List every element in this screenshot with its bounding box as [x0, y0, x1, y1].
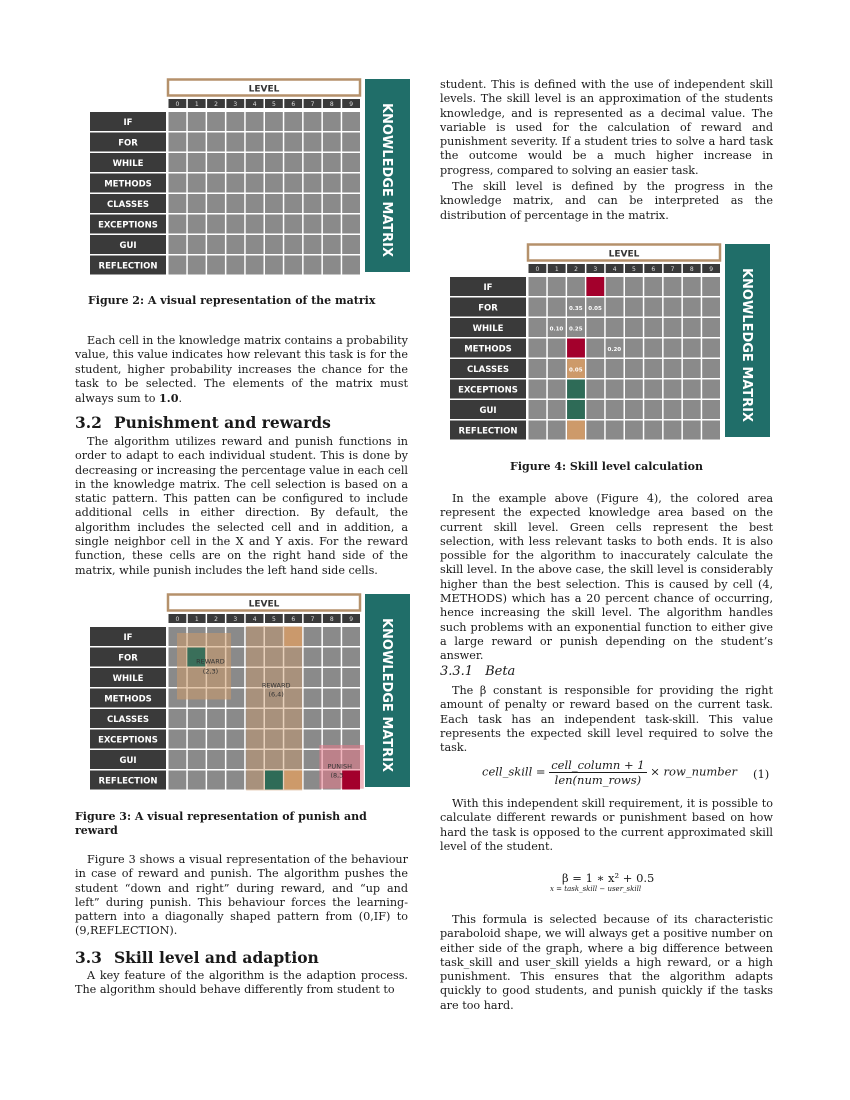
- matrix-cell: [529, 359, 547, 378]
- matrix-cell: [529, 318, 547, 337]
- matrix-cell: [323, 256, 341, 275]
- matrix-cell: [644, 318, 662, 337]
- matrix-cell: [644, 339, 662, 358]
- column-header-label: 2: [214, 101, 218, 108]
- column-header-label: 7: [310, 101, 315, 108]
- matrix-cell: [304, 174, 322, 193]
- matrix-cell: [586, 421, 604, 440]
- paragraph-independent-skill: student. This is defined with the use of independent skill levels. The skill level is an approximation of the students knowledge, and is represented as a decimal value. The variable is used for the calculation of reward and punishment severity. If a student tries to solve a hard task the outcome would be a much higher increase in progress, compared to solving an easier task.: [440, 78, 773, 177]
- matrix-cell: [664, 380, 682, 399]
- reward-small-coord: (2,3): [202, 667, 219, 676]
- column-header-label: 4: [252, 616, 257, 623]
- matrix-cell: [548, 380, 566, 399]
- skill-cell-value: 0.05: [568, 367, 583, 374]
- matrix-cell: [246, 133, 264, 152]
- row-label: REFLECTION: [98, 776, 158, 787]
- paragraph-punishment-rewards: The algorithm utilizes reward and punish functions in order to adapt to each individual student. This is done by decreasing or increasing the percentage value in each cell in the knowledge matrix. The cell selection is based on a static pattern. This patten can be configured to include additional cells in either direction. By default, the algorithm includes the selected cell and in addition, a single neighbor cell in the X and Y axis. For the reward function, these cells are on the right hand side of the matrix, while punish includes the left hand side cells.: [75, 435, 408, 577]
- section-3-2-heading: 3.2 Punishment and rewards: [75, 413, 331, 432]
- section-3-3-heading: 3.3 Skill level and adaption: [75, 948, 319, 967]
- matrix-cell: [265, 112, 283, 131]
- punish-cell: [342, 771, 360, 790]
- matrix-cell: [304, 194, 322, 213]
- matrix-cell: [529, 339, 547, 358]
- row-label: WHILE: [112, 159, 144, 169]
- matrix-cell: [683, 298, 701, 317]
- matrix-cell: [265, 153, 283, 172]
- matrix-cell: [529, 380, 547, 399]
- matrix-cell: [246, 153, 264, 172]
- matrix-cell: [342, 689, 360, 708]
- matrix-cell: [644, 298, 662, 317]
- matrix-cell: [226, 112, 244, 131]
- matrix-cell: [529, 421, 547, 440]
- paragraph-skill-definition: The skill level is defined by the progress in the knowledge matrix, and can be interpreted as the distribution of percentage in the matrix.: [440, 180, 773, 222]
- matrix-cell: [664, 277, 682, 296]
- skill-cell-red: [567, 339, 585, 358]
- matrix-cell: [664, 421, 682, 440]
- matrix-cell: [188, 709, 206, 728]
- matrix-cell: [342, 668, 360, 687]
- matrix-cell: [207, 215, 225, 234]
- paragraph-independent-requirement: With this independent skill requirement, it is possible to calculate different rewards or punishment based on how hard the task is opposed to the current approximated skill level of the student.: [440, 797, 773, 853]
- column-header-label: 0: [535, 266, 540, 273]
- matrix-cell: [304, 771, 322, 790]
- matrix-cell: [606, 318, 624, 337]
- punish-label: PUNISH: [327, 762, 353, 771]
- matrix-cell: [188, 771, 206, 790]
- matrix-cell: [226, 771, 244, 790]
- matrix-cell: [265, 194, 283, 213]
- column-header-label: 2: [214, 616, 218, 623]
- matrix-cell: [207, 112, 225, 131]
- matrix-cell: [625, 298, 643, 317]
- paragraph-beta-constant: The β constant is responsible for providing the right amount of penalty or reward based on the current task. Each task has an independent task-skill. This value represents the expected skill level required to solve the task.: [440, 684, 773, 755]
- row-label: CLASSES: [106, 200, 150, 210]
- reward-area-band: [246, 626, 302, 791]
- matrix-cell: [246, 235, 264, 254]
- equation-number: (1): [753, 767, 770, 781]
- figure-4-matrix: [450, 243, 770, 441]
- matrix-cell: [683, 380, 701, 399]
- row-label: FOR: [478, 303, 498, 314]
- matrix-cell: [342, 215, 360, 234]
- matrix-cell: [606, 298, 624, 317]
- matrix-cell: [644, 421, 662, 440]
- matrix-cell: [586, 400, 604, 419]
- knowledge-matrix-label: KNOWLEDGE MATRIX: [739, 267, 754, 423]
- matrix-cell: [246, 194, 264, 213]
- matrix-cell: [169, 709, 187, 728]
- column-header-label: 9: [349, 616, 354, 623]
- matrix-cell: [169, 771, 187, 790]
- matrix-cell: [284, 153, 302, 172]
- figure-2-caption: Figure 2: A visual representation of the matrix: [88, 294, 376, 307]
- matrix-cell: [188, 133, 206, 152]
- matrix-cell: [226, 194, 244, 213]
- matrix-cell: [284, 112, 302, 131]
- column-header-label: 7: [670, 266, 675, 273]
- matrix-cell: [226, 215, 244, 234]
- matrix-cell: [606, 359, 624, 378]
- row-label: FOR: [118, 653, 138, 664]
- matrix-cell: [625, 339, 643, 358]
- matrix-cell: [548, 277, 566, 296]
- row-label: WHILE: [112, 674, 144, 684]
- matrix-cell: [304, 153, 322, 172]
- matrix-cell: [683, 339, 701, 358]
- matrix-cell: [323, 194, 341, 213]
- row-label: IF: [123, 118, 133, 128]
- skill-cell-green: [567, 400, 585, 419]
- matrix-cell: [304, 750, 322, 769]
- matrix-cell: [323, 133, 341, 152]
- matrix-cell: [606, 277, 624, 296]
- row-label: METHODS: [104, 179, 152, 190]
- matrix-cell: [169, 133, 187, 152]
- skill-cell-value: 0.25: [568, 326, 583, 333]
- column-header-label: 7: [310, 616, 315, 623]
- matrix-cell: [304, 112, 322, 131]
- matrix-cell: [664, 359, 682, 378]
- skill-cell-red: [586, 277, 604, 296]
- matrix-cell: [207, 174, 225, 193]
- matrix-cell: [606, 421, 624, 440]
- matrix-cell: [265, 133, 283, 152]
- column-header-label: 9: [349, 101, 354, 108]
- column-header-label: 5: [272, 616, 276, 623]
- matrix-cell: [188, 750, 206, 769]
- column-header-label: 5: [632, 266, 636, 273]
- matrix-cell: [284, 215, 302, 234]
- matrix-cell: [188, 730, 206, 749]
- matrix-cell: [304, 648, 322, 667]
- column-header-label: 8: [329, 101, 334, 108]
- matrix-cell: [284, 194, 302, 213]
- matrix-cell: [188, 194, 206, 213]
- matrix-cell: [342, 133, 360, 152]
- matrix-cell: [323, 689, 341, 708]
- matrix-cell: [586, 339, 604, 358]
- column-header-label: 3: [233, 616, 238, 623]
- matrix-cell: [169, 194, 187, 213]
- matrix-cell: [304, 730, 322, 749]
- matrix-cell: [625, 421, 643, 440]
- matrix-cell: [207, 235, 225, 254]
- row-label: REFLECTION: [458, 426, 518, 437]
- section-3-3-1-heading: 3.3.1 Beta: [440, 664, 516, 679]
- row-label: EXCEPTIONS: [458, 385, 518, 396]
- matrix-cell: [683, 400, 701, 419]
- matrix-cell: [702, 339, 720, 358]
- matrix-cell: [323, 668, 341, 687]
- matrix-cell: [606, 400, 624, 419]
- skill-cell-value: 0.20: [607, 347, 622, 353]
- matrix-cell: [683, 421, 701, 440]
- matrix-cell: [169, 174, 187, 193]
- column-header-label: 2: [574, 266, 578, 273]
- column-header-label: 6: [291, 616, 296, 623]
- level-label: LEVEL: [608, 249, 640, 260]
- equation-cell-skill: cell_skill = $\frac{\text{cell\_column + 1}}{\text{len(num\_rows)}}$ × row_number: [482, 758, 737, 787]
- matrix-cell: [188, 112, 206, 131]
- equation-beta: β = 1 ∗ x² + 0.5: [562, 871, 655, 885]
- matrix-cell: [246, 256, 264, 275]
- matrix-cell: [529, 277, 547, 296]
- matrix-cell: [342, 256, 360, 275]
- matrix-cell: [644, 359, 662, 378]
- matrix-cell: [625, 277, 643, 296]
- matrix-cell: [246, 112, 264, 131]
- paragraph-skill-example: In the example above (Figure 4), the colored area represent the expected knowledge area based on the current skill level. Green cells represent the best selection, with less relevant tasks to both ends. It is also possible for the algorithm to inaccurately calculate the skill level. In the above case, the skill level is considerably higher than the best selection. This is caused by cell (4, METHODS) which has a 20 percent chance of occurring, hence increasing the skill level. The algorithm handles such problems with an exponential function to either give a large reward or punish depending on the student’s answer.: [440, 492, 773, 663]
- matrix-cell: [265, 174, 283, 193]
- reward-band-coord: (6,4): [268, 690, 284, 699]
- row-label: FOR: [118, 138, 138, 149]
- row-label: EXCEPTIONS: [98, 220, 158, 231]
- matrix-cell: [323, 648, 341, 667]
- punish-coord: (8,3: [330, 771, 344, 780]
- column-header-label: 6: [291, 101, 296, 108]
- matrix-cell: [304, 689, 322, 708]
- column-header-label: 3: [593, 266, 598, 273]
- matrix-cell: [169, 153, 187, 172]
- column-header-label: 3: [233, 101, 238, 108]
- row-label: REFLECTION: [98, 261, 158, 272]
- paragraph-skill-level-adaption: A key feature of the algorithm is the adaption process. The algorithm should behave differently from student to: [75, 969, 408, 997]
- matrix-cell: [625, 359, 643, 378]
- matrix-cell: [323, 709, 341, 728]
- skill-cell-value: 0.05: [588, 306, 602, 312]
- matrix-cell: [207, 133, 225, 152]
- matrix-cell: [567, 277, 585, 296]
- matrix-cell: [304, 256, 322, 275]
- matrix-cell: [702, 400, 720, 419]
- column-header-label: 1: [194, 101, 199, 108]
- matrix-cell: [342, 648, 360, 667]
- matrix-cell: [246, 215, 264, 234]
- column-header-label: 9: [709, 266, 714, 273]
- matrix-cell: [188, 235, 206, 254]
- matrix-cell: [226, 256, 244, 275]
- matrix-cell: [683, 318, 701, 337]
- matrix-cell: [304, 627, 322, 646]
- matrix-cell: [664, 318, 682, 337]
- row-label: GUI: [119, 756, 137, 766]
- matrix-cell: [702, 421, 720, 440]
- matrix-cell: [702, 380, 720, 399]
- matrix-cell: [323, 112, 341, 131]
- row-label: GUI: [119, 241, 137, 251]
- matrix-cell: [702, 318, 720, 337]
- matrix-cell: [207, 709, 225, 728]
- column-header-label: 0: [175, 101, 180, 108]
- matrix-cell: [226, 174, 244, 193]
- row-label: IF: [483, 283, 493, 293]
- matrix-cell: [664, 339, 682, 358]
- row-label: IF: [123, 633, 133, 643]
- column-header-label: 6: [651, 266, 656, 273]
- level-label: LEVEL: [248, 84, 280, 95]
- matrix-cell: [586, 380, 604, 399]
- matrix-cell: [284, 256, 302, 275]
- matrix-cell: [323, 174, 341, 193]
- matrix-cell: [644, 277, 662, 296]
- figure-3-matrix: [90, 593, 410, 793]
- matrix-cell: [548, 421, 566, 440]
- reward-band-top-cell: [284, 627, 302, 646]
- matrix-cell: [625, 318, 643, 337]
- matrix-cell: [226, 153, 244, 172]
- row-label: METHODS: [104, 694, 152, 705]
- matrix-cell: [625, 380, 643, 399]
- matrix-cell: [207, 153, 225, 172]
- paragraph-paraboloid: This formula is selected because of its characteristic paraboloid shape, we will always get a positive number on either side of the graph, where a big difference between task_skill and user_skill yields a high reward, or a high punishment. This ensures that the algorithm adapts quickly to good students, and punish quickly if the tasks are too hard.: [440, 913, 773, 1012]
- matrix-cell: [529, 400, 547, 419]
- matrix-cell: [606, 380, 624, 399]
- column-header-label: 5: [272, 101, 276, 108]
- matrix-cell: [664, 298, 682, 317]
- matrix-cell: [207, 730, 225, 749]
- matrix-cell: [702, 277, 720, 296]
- matrix-cell: [284, 235, 302, 254]
- figure-3-caption: Figure 3: A visual representation of punish and reward: [75, 810, 367, 837]
- matrix-cell: [169, 730, 187, 749]
- matrix-cell: [226, 709, 244, 728]
- matrix-cell: [207, 771, 225, 790]
- matrix-cell: [548, 339, 566, 358]
- matrix-cell: [323, 153, 341, 172]
- matrix-cell: [169, 112, 187, 131]
- column-header-label: 0: [175, 616, 180, 623]
- matrix-cell: [548, 359, 566, 378]
- matrix-cell: [342, 235, 360, 254]
- row-label: GUI: [479, 406, 497, 416]
- paragraph-figure-3-behaviour: Figure 3 shows a visual representation of the behaviour in case of reward and punish. The algorithm pushes the student “down and right” during reward, and “up and left” during punish. This behaviour forces the learning-pattern into a diagonally shaped pattern from (0,IF) to (9,REFLECTION).: [75, 853, 408, 938]
- matrix-cell: [548, 400, 566, 419]
- matrix-cell: [284, 133, 302, 152]
- matrix-cell: [169, 235, 187, 254]
- row-label: WHILE: [472, 324, 504, 334]
- matrix-cell: [226, 133, 244, 152]
- column-header-label: 4: [252, 101, 257, 108]
- matrix-cell: [342, 194, 360, 213]
- column-header-label: 8: [329, 616, 334, 623]
- reward-band-bottom-green: [265, 771, 283, 790]
- matrix-cell: [323, 627, 341, 646]
- equation-beta-subscript: x = task_skill − user_skill: [550, 885, 642, 893]
- matrix-cell: [304, 215, 322, 234]
- matrix-cell: [188, 174, 206, 193]
- row-label: CLASSES: [106, 715, 150, 725]
- matrix-cell: [342, 174, 360, 193]
- matrix-cell: [265, 256, 283, 275]
- matrix-cell: [342, 627, 360, 646]
- row-label: METHODS: [464, 344, 512, 355]
- matrix-cell: [188, 256, 206, 275]
- figure-2-matrix: [90, 78, 410, 276]
- matrix-cell: [169, 256, 187, 275]
- matrix-cell: [207, 194, 225, 213]
- matrix-cell: [226, 750, 244, 769]
- knowledge-matrix-label: KNOWLEDGE MATRIX: [379, 617, 394, 773]
- reward-small-label: REWARD: [196, 657, 225, 666]
- knowledge-matrix-label: KNOWLEDGE MATRIX: [379, 102, 394, 258]
- matrix-cell: [548, 298, 566, 317]
- level-label: LEVEL: [248, 599, 280, 610]
- matrix-cell: [342, 112, 360, 131]
- skill-cell-green: [567, 380, 585, 399]
- reward-band-bottom-orange: [284, 771, 302, 790]
- column-header-label: 1: [554, 266, 559, 273]
- matrix-cell: [304, 709, 322, 728]
- matrix-cell: [169, 750, 187, 769]
- matrix-cell: [265, 235, 283, 254]
- matrix-cell: [529, 298, 547, 317]
- figure-4-caption: Figure 4: Skill level calculation: [510, 460, 703, 473]
- paragraph-cell-probability: Each cell in the knowledge matrix contains a probability value, this value indicates how relevant this task is for the student, higher probability increases the chance for the task to be selected. The elements of the matrix must always sum to 1.0.: [75, 334, 408, 406]
- reward-band-label: REWARD: [261, 681, 291, 690]
- matrix-cell: [265, 215, 283, 234]
- skill-cell-value: 0.35: [568, 306, 583, 312]
- matrix-cell: [304, 235, 322, 254]
- skill-cell-value: 0.10: [549, 326, 564, 333]
- matrix-cell: [226, 730, 244, 749]
- column-header-label: 1: [194, 616, 199, 623]
- matrix-cell: [207, 256, 225, 275]
- matrix-cell: [304, 668, 322, 687]
- row-label: CLASSES: [466, 365, 510, 375]
- matrix-cell: [188, 153, 206, 172]
- matrix-cell: [683, 359, 701, 378]
- column-header-label: 4: [612, 266, 617, 273]
- matrix-cell: [342, 709, 360, 728]
- matrix-cell: [683, 277, 701, 296]
- matrix-cell: [625, 400, 643, 419]
- matrix-cell: [323, 215, 341, 234]
- matrix-cell: [586, 359, 604, 378]
- matrix-cell: [702, 359, 720, 378]
- matrix-cell: [188, 215, 206, 234]
- row-label: EXCEPTIONS: [98, 735, 158, 746]
- matrix-cell: [342, 153, 360, 172]
- matrix-cell: [664, 400, 682, 419]
- matrix-cell: [586, 318, 604, 337]
- matrix-cell: [169, 215, 187, 234]
- matrix-cell: [644, 400, 662, 419]
- matrix-cell: [304, 133, 322, 152]
- matrix-cell: [702, 298, 720, 317]
- matrix-cell: [323, 235, 341, 254]
- matrix-cell: [644, 380, 662, 399]
- matrix-cell: [246, 174, 264, 193]
- matrix-cell: [226, 235, 244, 254]
- skill-cell-orange: [567, 421, 585, 440]
- matrix-cell: [207, 750, 225, 769]
- matrix-cell: [284, 174, 302, 193]
- column-header-label: 8: [689, 266, 694, 273]
